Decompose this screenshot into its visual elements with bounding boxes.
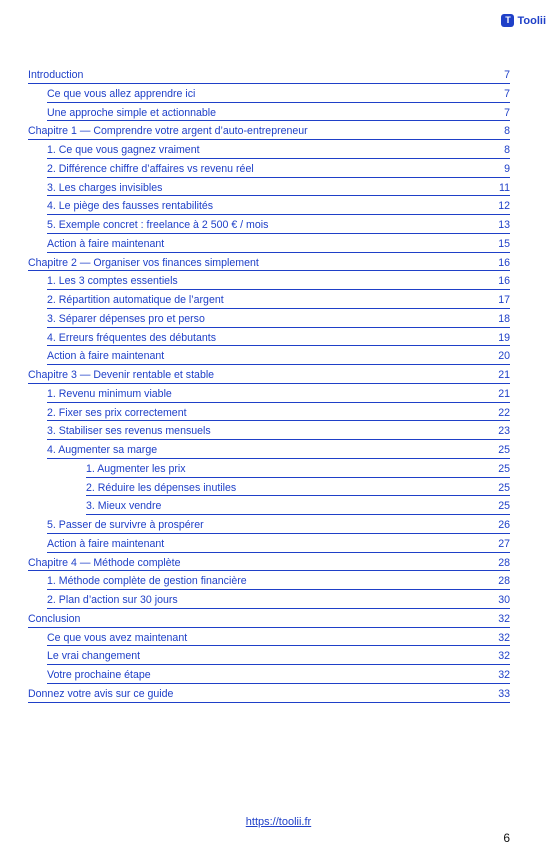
toc-entry[interactable] (47, 234, 510, 253)
toc-entry-title[interactable]: 4. Le piège des fausses rentabilités (47, 200, 214, 213)
toc-entry-page[interactable]: 12 (498, 200, 510, 213)
toc-entry-page[interactable]: 7 (504, 106, 510, 119)
toc-entry-page[interactable]: 13 (498, 219, 510, 232)
toc-entry-title[interactable]: 2. Fixer ses prix correctement (47, 406, 187, 419)
toc-entry-page[interactable]: 8 (504, 144, 510, 157)
toolii-logo-icon: T (501, 14, 514, 27)
toc-entry-title[interactable]: 3. Stabiliser ses revenus mensuels (47, 425, 211, 438)
toc-entry-page[interactable]: 7 (504, 87, 510, 100)
toc-entry-title[interactable]: Le vrai changement (47, 650, 141, 663)
toc-entry-title[interactable]: 3. Séparer dépenses pro et perso (47, 312, 205, 325)
toc-entry-title[interactable]: 1. Méthode complète de gestion financière (47, 575, 247, 588)
brand-name: Toolii (517, 14, 546, 27)
toc-entry[interactable] (47, 571, 510, 590)
toc-entry[interactable] (47, 384, 510, 403)
toc-entry-page[interactable]: 7 (504, 69, 510, 82)
toc-entry-page[interactable]: 27 (498, 537, 510, 550)
table-of-contents (28, 65, 510, 703)
toc-entry-title[interactable]: 2. Réduire les dépenses inutiles (86, 481, 237, 494)
toc-entry[interactable] (86, 478, 510, 497)
toc-entry-title[interactable]: Chapitre 1 — Comprendre votre argent d’auto-entrepreneur (28, 125, 308, 138)
toc-entry-page[interactable]: 19 (498, 331, 510, 344)
toc-entry[interactable] (28, 365, 510, 384)
toc-entry-title[interactable]: 3. Mieux vendre (86, 500, 162, 513)
toc-entry-page[interactable]: 28 (498, 575, 510, 588)
toc-entry-page[interactable]: 8 (504, 125, 510, 138)
toc-entry[interactable] (47, 403, 510, 422)
toc-entry-page[interactable]: 18 (498, 312, 510, 325)
toc-entry[interactable] (28, 609, 510, 628)
toc-entry-page[interactable]: 16 (498, 256, 510, 269)
toc-entry[interactable] (47, 103, 510, 122)
toc-entry-title[interactable]: Action à faire maintenant (47, 537, 165, 550)
toc-entry-title[interactable]: 1. Revenu minimum viable (47, 387, 172, 400)
toc-entry-title[interactable]: 5. Passer de survivre à prospérer (47, 519, 204, 532)
toc-entry-page[interactable]: 22 (498, 406, 510, 419)
toc-entry[interactable] (47, 628, 510, 647)
toc-entry-title[interactable]: Donnez votre avis sur ce guide (28, 687, 174, 700)
toc-entry[interactable] (28, 553, 510, 572)
toc-entry[interactable] (47, 421, 510, 440)
toc-entry[interactable] (47, 534, 510, 553)
toc-entry-page[interactable]: 21 (498, 387, 510, 400)
toc-entry[interactable] (47, 665, 510, 684)
toc-entry[interactable] (47, 290, 510, 309)
toc-entry-title[interactable]: Action à faire maintenant (47, 350, 165, 363)
toc-entry-title[interactable]: 3. Les charges invisibles (47, 181, 163, 194)
toc-entry-page[interactable]: 28 (498, 556, 510, 569)
toc-entry-title[interactable]: Chapitre 3 — Devenir rentable et stable (28, 369, 215, 382)
toc-entry-page[interactable]: 17 (498, 294, 510, 307)
brand-logo (501, 14, 546, 27)
toc-entry-title[interactable]: Conclusion (28, 612, 81, 625)
toc-entry-page[interactable]: 21 (498, 369, 510, 382)
toc-entry[interactable] (28, 121, 510, 140)
toc-entry-title[interactable]: Votre prochaine étape (47, 669, 151, 682)
toc-entry-title[interactable]: Une approche simple et actionnable (47, 106, 217, 119)
toc-entry[interactable] (47, 646, 510, 665)
toc-entry[interactable] (47, 328, 510, 347)
toc-entry[interactable] (47, 309, 510, 328)
toc-entry-title[interactable]: Ce que vous allez apprendre ici (47, 87, 196, 100)
toc-entry-title[interactable]: Action à faire maintenant (47, 237, 165, 250)
toc-entry[interactable] (47, 196, 510, 215)
toc-entry[interactable] (47, 346, 510, 365)
toc-entry-page[interactable]: 9 (504, 162, 510, 175)
toc-entry[interactable] (47, 515, 510, 534)
toc-entry[interactable] (47, 140, 510, 159)
toc-entry-title[interactable]: 2. Répartition automatique de l’argent (47, 294, 224, 307)
toc-entry-page[interactable]: 16 (498, 275, 510, 288)
toc-entry[interactable] (47, 215, 510, 234)
toc-entry-title[interactable]: 4. Augmenter sa marge (47, 444, 158, 457)
toc-entry-page[interactable]: 32 (498, 612, 510, 625)
toc-entry-title[interactable]: 4. Erreurs fréquentes des débutants (47, 331, 217, 344)
toc-entry-page[interactable]: 25 (498, 462, 510, 475)
toc-entry-page[interactable]: 32 (498, 650, 510, 663)
toc-entry-page[interactable]: 30 (498, 594, 510, 607)
toc-entry-title[interactable]: 1. Les 3 comptes essentiels (47, 275, 178, 288)
toc-entry[interactable] (47, 271, 510, 290)
toc-entry[interactable] (28, 684, 510, 703)
toc-entry-title[interactable]: Ce que vous avez maintenant (47, 631, 188, 644)
toc-entry-title[interactable]: 1. Ce que vous gagnez vraiment (47, 144, 200, 157)
footer-link[interactable]: https://toolii.fr (245, 816, 312, 828)
toc-entry-page[interactable]: 20 (498, 350, 510, 363)
toc-entry-page[interactable]: 33 (498, 687, 510, 700)
toc-entry-page[interactable]: 25 (498, 500, 510, 513)
toc-entry-title[interactable]: 1. Augmenter les prix (86, 462, 186, 475)
toc-entry[interactable] (86, 496, 510, 515)
toc-entry-title[interactable]: Chapitre 2 — Organiser vos finances simplement (28, 256, 259, 269)
toc-entry-title[interactable]: Introduction (28, 69, 84, 82)
toc-entry-title[interactable]: 5. Exemple concret : freelance à 2 500 € / mois (47, 219, 269, 232)
toc-entry[interactable] (47, 84, 510, 103)
toc-entry-page[interactable]: 32 (498, 631, 510, 644)
toc-entry[interactable] (28, 65, 510, 84)
toc-entry-page[interactable]: 26 (498, 519, 510, 532)
toc-entry-title[interactable]: 2. Plan d’action sur 30 jours (47, 594, 178, 607)
toc-entry-page[interactable]: 23 (498, 425, 510, 438)
toc-entry-page[interactable]: 11 (499, 181, 510, 194)
toc-entry-page[interactable]: 25 (498, 481, 510, 494)
toc-entry[interactable] (86, 459, 510, 478)
toc-entry[interactable] (47, 159, 510, 178)
toc-entry[interactable] (47, 590, 510, 609)
toc-entry[interactable] (28, 253, 510, 272)
toc-entry-page[interactable]: 25 (498, 444, 510, 457)
page-number: 6 (503, 831, 510, 845)
toc-entry-page[interactable]: 32 (498, 669, 510, 682)
toc-entry-title[interactable]: 2. Différence chiffre d’affaires vs revenu réel (47, 162, 254, 175)
toc-entry-page[interactable]: 15 (498, 237, 510, 250)
toc-entry[interactable] (47, 178, 510, 197)
toc-entry-title[interactable]: Chapitre 4 — Méthode complète (28, 556, 181, 569)
toc-entry[interactable] (47, 440, 510, 459)
